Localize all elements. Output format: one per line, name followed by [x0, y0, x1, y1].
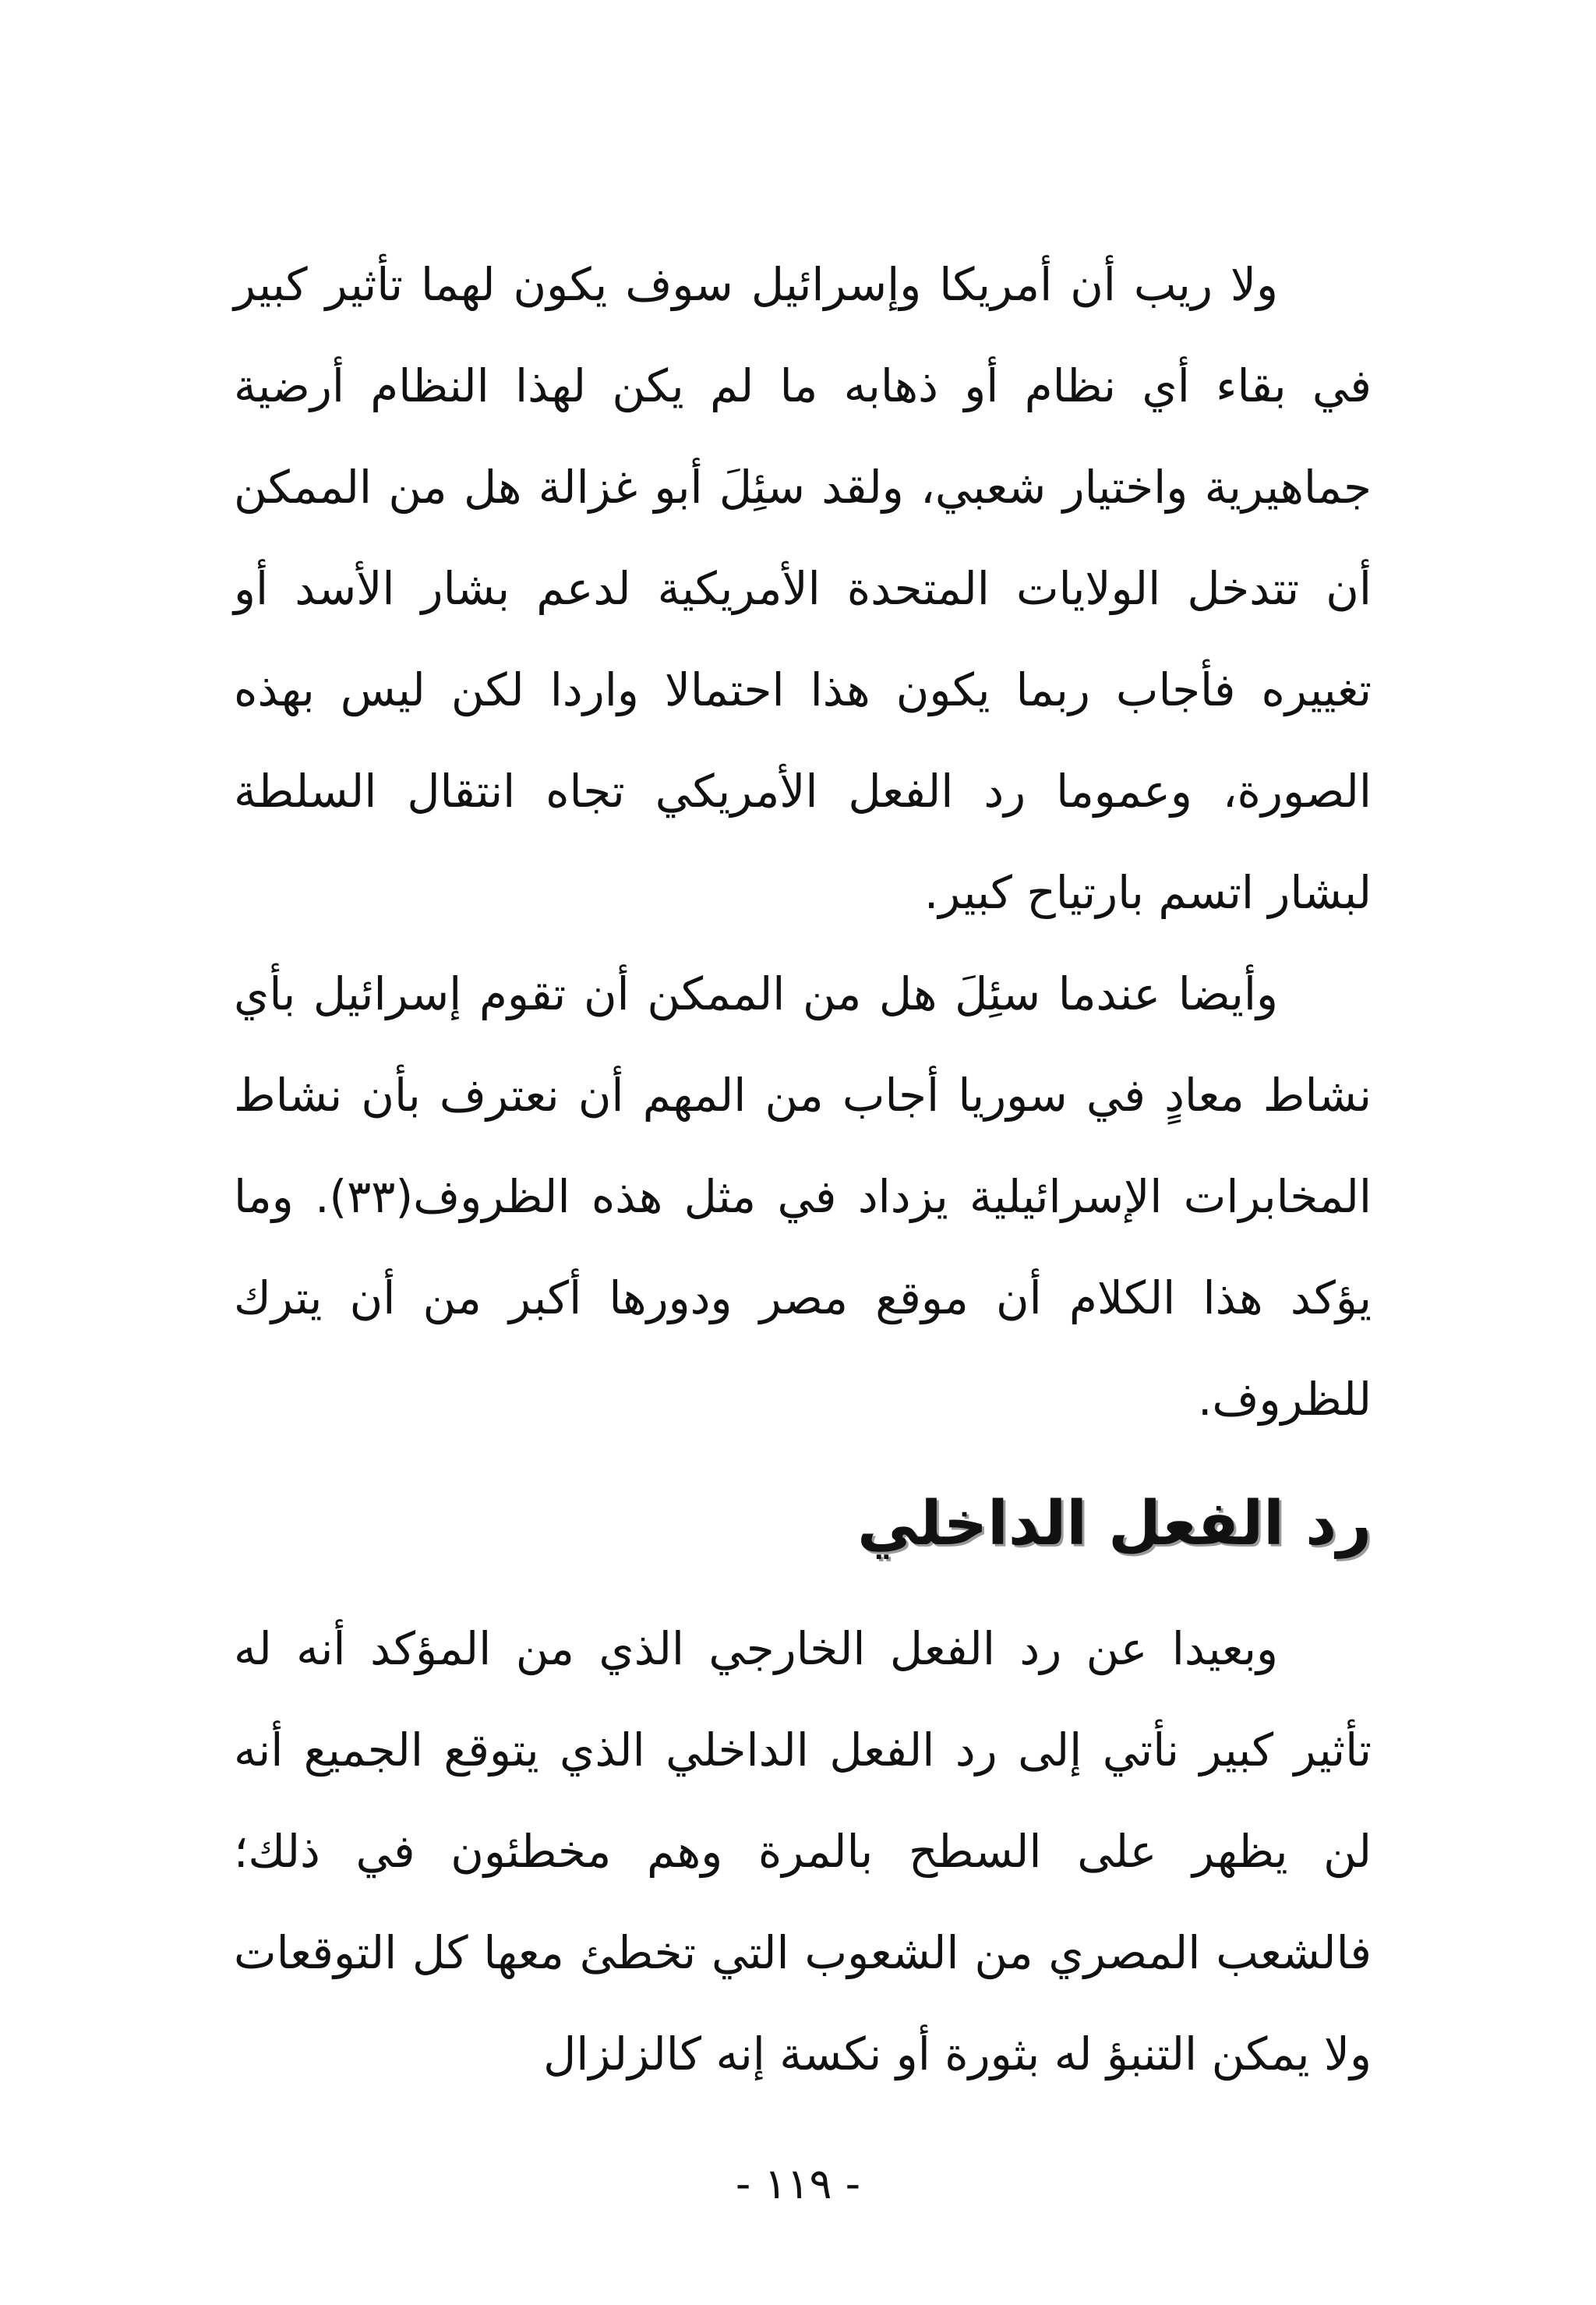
paragraph-1: ولا ريب أن أمريكا وإسرائيل سوف يكون لهما تأثير كبير في بقاء أي نظام أو ذهابه ما لم يكن لهذا النظام أرضية جماهيرية واختيار شعبي، ولقد سئِلَ أبو غزالة هل من الممكن أن تتدخل الولايات المتحدة الأمريكية لدعم بشار الأسد أو تغييره فأجاب ربما يكون هذا احتمالا واردا لكن ليس بهذه الصورة، وعموما رد الفعل الأمريكي تجاه انتقال السلطة لبشار اتسم بارتياح كبير.	[234, 258, 1372, 919]
paragraph-3: وبعيدا عن رد الفعل الخارجي الذي من المؤكد أنه له تأثير كبير نأتي إلى رد الفعل الداخلي الذي يتوقع الجميع أنه لن يظهر على السطح بالمرة وهم مخطئون في ذلك؛ فالشعب المصري من الشعوب التي تخطئ معها كل التوقعات ولا يمكن التنبؤ له بثورة أو نكسة إنه كالزلزال	[234, 1622, 1372, 2081]
paragraph-2: وأيضا عندما سئِلَ هل من الممكن أن تقوم إسرائيل بأي نشاط معادٍ في سوريا أجاب من المهم أن نعترف بأن نشاط المخابرات الإسرائيلية يزداد في مثل هذه الظروف(٣٣). وما يؤكد هذا الكلام أن موقع مصر ودورها أكبر من أن يترك للظروف.	[234, 967, 1372, 1426]
page-number: - ١١٩ -	[735, 2159, 861, 2208]
page-body	[234, 234, 1372, 2105]
section-heading: رد الفعل الداخلي	[857, 1489, 1372, 1559]
